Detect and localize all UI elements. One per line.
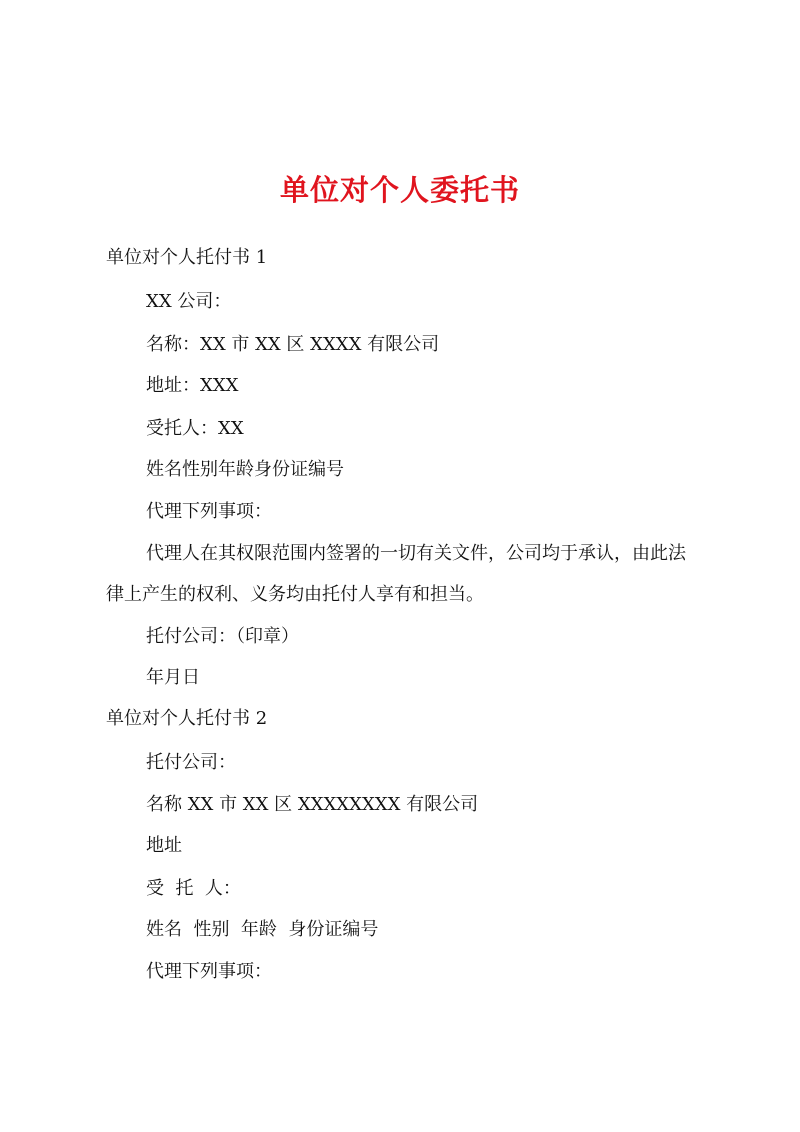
- authority-paragraph-line-2: 律上产生的权利、义务均由托付人享有和担当。: [106, 584, 484, 605]
- company-name-line: 名称：XX 市 XX 区 XXXX 有限公司: [146, 334, 440, 355]
- authority-paragraph-line-1: 代理人在其权限范围内签署的一切有关文件，公司均于承认，由此法: [146, 543, 686, 564]
- agency-matters-line: 代理下列事项：: [146, 501, 272, 522]
- section-2-agency-matters: 代理下列事项：: [146, 961, 272, 982]
- section-2-trustee: 受 托 人：: [146, 878, 241, 899]
- signature-line: 托付公司：（印章）: [146, 626, 299, 647]
- document-title: 单位对个人委托书: [279, 173, 520, 207]
- trustee-line: 受托人：XX: [146, 418, 244, 439]
- section-2-address: 地址: [146, 835, 182, 856]
- section-1-heading: 单位对个人托付书 1: [106, 247, 268, 268]
- trustee-details-line: 姓名性别年龄身份证编号: [146, 459, 344, 480]
- company-address-line: 地址：XXX: [146, 375, 239, 396]
- section-2-heading: 单位对个人托付书 2: [106, 708, 268, 729]
- date-line: 年月日: [146, 667, 200, 688]
- section-2-company-name: 名称 XX 市 XX 区 XXXXXXXX 有限公司: [146, 794, 479, 815]
- section-2-entrusting-company: 托付公司：: [146, 752, 236, 773]
- addressee-company: XX 公司：: [146, 291, 232, 312]
- section-2-trustee-details: 姓名 性别 年龄 身份证编号: [146, 919, 379, 940]
